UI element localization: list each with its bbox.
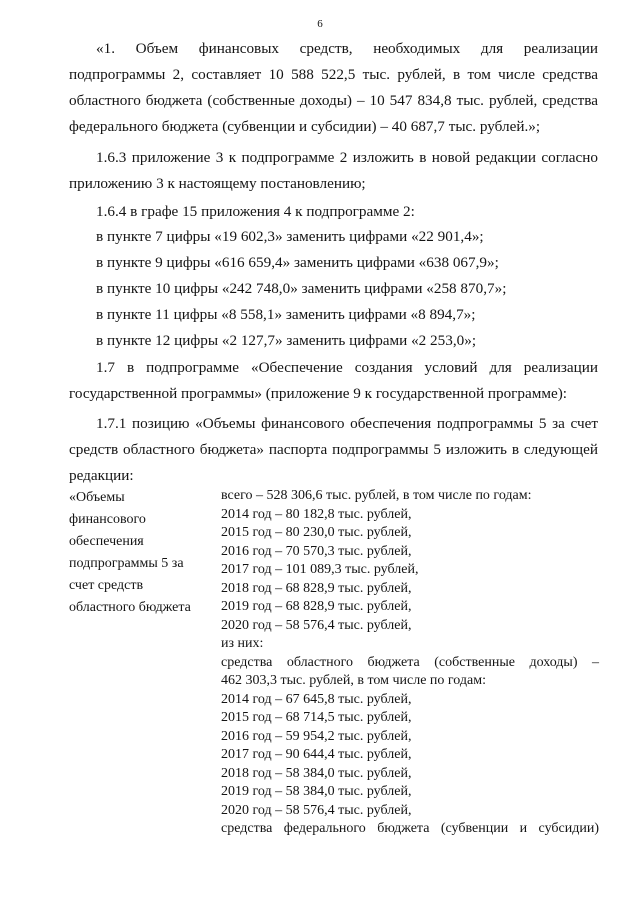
paragraph-line: подпрограммы 2, составляет 10 588 522,5 тыс. рублей, в том числе средства <box>69 66 598 83</box>
label-line: подпрограммы 5 за <box>69 556 184 571</box>
value-line: 2015 год – 80 230,0 тыс. рублей, <box>221 525 412 540</box>
value-line: 2014 год – 67 645,8 тыс. рублей, <box>221 691 412 707</box>
value-line: всего – 528 306,6 тыс. рублей, в том числе по годам: <box>221 488 532 503</box>
paragraph-line: «1. Объем финансовых средств, необходимых для реализации <box>96 40 598 57</box>
label-line: «Объемы <box>69 490 125 505</box>
paragraph-line: 1.6.4 в графе 15 приложения 4 к подпрограмме 2: <box>96 203 415 220</box>
value-line: средства областного бюджета (собственные доходы) – <box>221 654 599 670</box>
value-line: средства федерального бюджета (субвенции и субсидии) <box>221 821 599 836</box>
value-line: 2018 год – 58 384,0 тыс. рублей, <box>221 765 412 781</box>
value-line: 462 303,3 тыс. рублей, в том числе по годам: <box>221 673 486 688</box>
label-line: обеспечения <box>69 534 144 549</box>
value-line: 2016 год – 59 954,2 тыс. рублей, <box>221 728 412 744</box>
paragraph-line: 1.6.3 приложение 3 к подпрограмме 2 изложить в новой редакции согласно <box>96 149 598 166</box>
paragraph-line: областного бюджета (собственные доходы) – 10 547 834,8 тыс. рублей, средства <box>69 92 598 109</box>
table-value-column <box>221 487 599 839</box>
table-label-column <box>69 487 214 619</box>
paragraph-line: 1.7.1 позицию «Объемы финансового обеспечения подпрограммы 5 за счет <box>96 415 598 432</box>
paragraph-line: 1.7 в подпрограмме «Обеспечение создания условий для реализации <box>96 359 598 376</box>
paragraph-line: в пункте 12 цифры «2 127,7» заменить цифрами «2 253,0»; <box>96 332 477 349</box>
label-line: финансового <box>69 512 146 527</box>
paragraph-line: государственной программы» (приложение 9 к государственной программе): <box>69 385 567 402</box>
label-line: областного бюджета <box>69 600 191 615</box>
value-line: 2020 год – 58 576,4 тыс. рублей, <box>221 617 412 633</box>
paragraph-line: средств областного бюджета» паспорта подпрограммы 5 изложить в следующей <box>69 441 598 458</box>
paragraph-line: в пункте 10 цифры «242 748,0» заменить цифрами «258 870,7»; <box>96 280 507 297</box>
value-line: 2017 год – 101 089,3 тыс. рублей, <box>221 562 419 577</box>
paragraph-line: в пункте 9 цифры «616 659,4» заменить цифрами «638 067,9»; <box>96 254 499 271</box>
paragraph-line: федерального бюджета (субвенции и субсидии) – 40 687,7 тыс. рублей.»; <box>69 118 541 135</box>
paragraph-line: в пункте 7 цифры «19 602,3» заменить цифрами «22 901,4»; <box>96 228 484 245</box>
value-line: 2014 год – 80 182,8 тыс. рублей, <box>221 506 412 522</box>
value-line: 2017 год – 90 644,4 тыс. рублей, <box>221 747 412 762</box>
value-line: 2020 год – 58 576,4 тыс. рублей, <box>221 802 412 818</box>
paragraph-line: приложению 3 к настоящему постановлению; <box>69 175 366 192</box>
page-number: 6 <box>317 18 323 30</box>
value-line: 2019 год – 58 384,0 тыс. рублей, <box>221 784 412 799</box>
paragraph-line: редакции: <box>69 467 134 484</box>
value-line: 2015 год – 68 714,5 тыс. рублей, <box>221 710 412 725</box>
value-line: 2018 год – 68 828,9 тыс. рублей, <box>221 580 412 596</box>
value-line: 2019 год – 68 828,9 тыс. рублей, <box>221 599 412 614</box>
value-line: из них: <box>221 636 264 651</box>
value-line: 2016 год – 70 570,3 тыс. рублей, <box>221 543 412 559</box>
paragraph-line: в пункте 11 цифры «8 558,1» заменить цифрами «8 894,7»; <box>96 306 476 323</box>
label-line: счет средств <box>69 578 144 593</box>
